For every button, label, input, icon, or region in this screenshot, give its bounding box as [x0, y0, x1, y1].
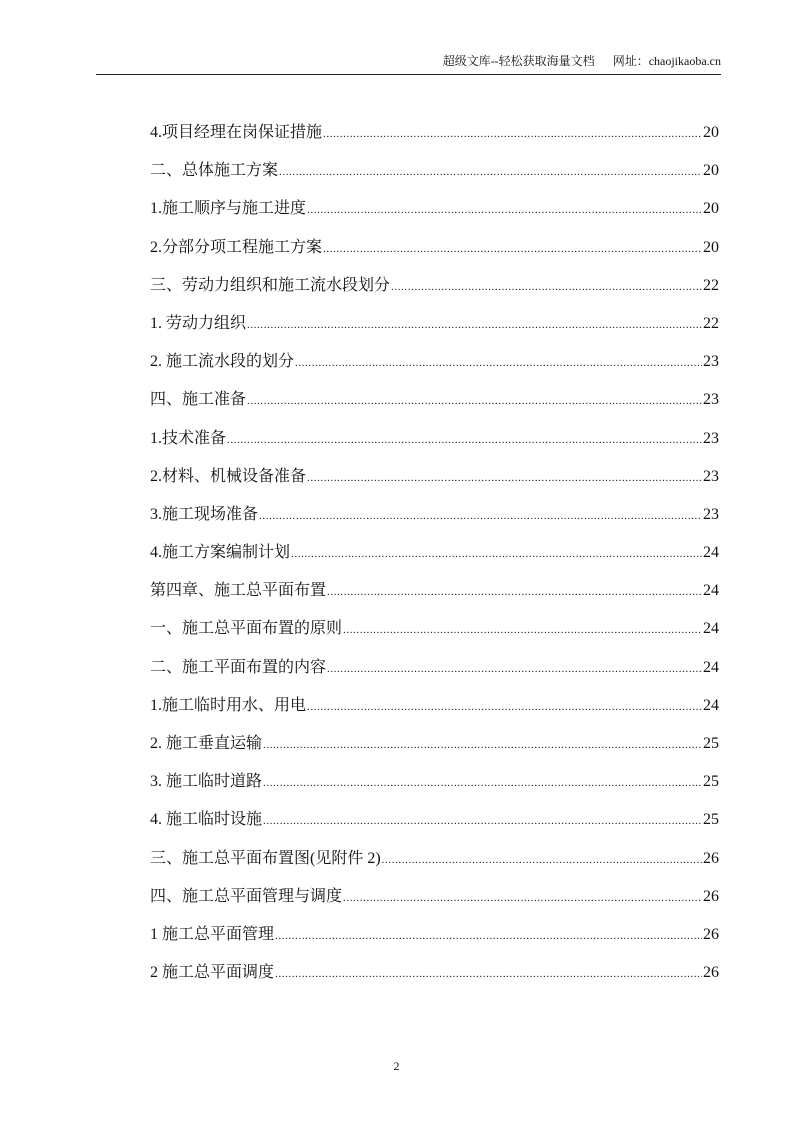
toc-entry-label: 1.技术准备: [150, 429, 227, 447]
toc-entry: [150, 118, 719, 156]
toc-leader-dots: [307, 463, 702, 493]
toc-leader-dots: [323, 234, 702, 264]
toc-entry-page: 25: [703, 811, 719, 829]
toc-entry: [150, 462, 719, 500]
toc-entry-page: 22: [703, 276, 719, 294]
toc-entry-page: 23: [703, 391, 719, 409]
toc-entry: [150, 691, 719, 729]
toc-entry-label: 2.分部分项工程施工方案: [150, 238, 323, 256]
toc-entry: [150, 309, 719, 347]
toc-entry: [150, 385, 719, 423]
toc-leader-dots: [327, 654, 702, 684]
toc-entry-label: 4.项目经理在岗保证措施: [150, 124, 323, 141]
toc-entry: [150, 156, 719, 194]
toc-entry-label: 1.施工临时用水、用电: [150, 696, 307, 714]
toc-leader-dots: [295, 348, 702, 378]
toc-leader-dots: [391, 272, 702, 302]
toc-entry: [150, 844, 719, 882]
toc-leader-dots: [275, 921, 702, 951]
toc-leader-dots: [247, 310, 702, 340]
toc-entry-label: 2. 施工流水段的划分: [150, 353, 295, 371]
toc-entry-page: 25: [703, 735, 719, 752]
toc-entry-label: 2.材料、机械设备准备: [150, 467, 307, 485]
toc-entry-label: 1. 劳动力组织: [150, 314, 247, 332]
toc-leader-dots: [247, 386, 702, 416]
toc-entry-label: 第四章、施工总平面布置: [150, 582, 327, 600]
toc-entry-label: 二、总体施工方案: [150, 162, 279, 180]
toc-leader-dots: [343, 615, 702, 645]
toc-entry-page: 23: [703, 429, 719, 447]
toc-entry-label: 2. 施工垂直运输: [150, 735, 263, 752]
page-header: [96, 52, 721, 75]
toc-entry-page: 20: [703, 162, 719, 180]
toc-entry-label: 四、施工总平面管理与调度: [150, 887, 343, 905]
toc-entry-page: 26: [703, 849, 719, 867]
toc-entry-label: 四、施工准备: [150, 391, 247, 409]
toc-entry: [150, 500, 719, 538]
toc-entry-page: 26: [703, 964, 719, 982]
toc-entry-label: 二、施工平面布置的内容: [150, 658, 327, 676]
toc-entry-label: 4. 施工临时设施: [150, 811, 263, 829]
toc-leader-dots: [275, 959, 702, 989]
toc-entry-page: 23: [703, 353, 719, 371]
toc-entry-label: 3. 施工临时道路: [150, 773, 263, 791]
toc-entry-label: 三、施工总平面布置图(见附件 2): [150, 849, 381, 867]
toc-entry: [150, 194, 719, 232]
toc-leader-dots: [307, 692, 702, 722]
toc-entry: [150, 920, 719, 958]
toc-entry-label: 三、劳动力组织和施工流水段划分: [150, 276, 391, 294]
toc-entry-page: 23: [703, 467, 719, 485]
toc-entry: [150, 576, 719, 614]
toc-entry-page: 24: [703, 582, 719, 600]
toc-entry-label: 1.施工顺序与施工进度: [150, 200, 307, 218]
toc-entry-label: 4.施工方案编制计划: [150, 544, 291, 562]
toc-entry-label: 2 施工总平面调度: [150, 964, 275, 982]
toc-entry-page: 24: [703, 696, 719, 714]
toc-entry-page: 20: [703, 124, 719, 141]
toc-entry: [150, 538, 719, 576]
toc-entry: [150, 424, 719, 462]
toc-leader-dots: [291, 539, 702, 569]
toc-entry: [150, 614, 719, 652]
toc-leader-dots: [263, 730, 702, 760]
toc-entry: [150, 271, 719, 309]
toc-entry-page: 24: [703, 658, 719, 676]
toc-entry-label: 一、施工总平面布置的原则: [150, 620, 343, 638]
page-number: 2: [393, 1059, 400, 1073]
header-site-name: 超级文库--轻松获取海量文档: [442, 54, 595, 68]
toc-entry: [150, 347, 719, 385]
toc-leader-dots: [323, 119, 702, 149]
toc-leader-dots: [327, 577, 702, 607]
toc-entry: [150, 233, 719, 271]
table-of-contents: [150, 118, 719, 996]
toc-leader-dots: [263, 768, 702, 798]
toc-leader-dots: [307, 195, 702, 225]
toc-entry-page: 23: [703, 505, 719, 523]
toc-entry-label: 1 施工总平面管理: [150, 925, 275, 943]
toc-entry-page: 22: [703, 314, 719, 332]
toc-entry-page: 24: [703, 620, 719, 638]
toc-entry-page: 24: [703, 544, 719, 562]
toc-leader-dots: [279, 157, 702, 187]
toc-entry: [150, 653, 719, 691]
toc-entry: [150, 958, 719, 996]
toc-entry-page: 20: [703, 238, 719, 256]
toc-leader-dots: [382, 845, 702, 875]
toc-entry-page: 26: [703, 887, 719, 905]
toc-entry-page: 25: [703, 773, 719, 791]
toc-leader-dots: [263, 806, 702, 836]
toc-entry-page: 20: [703, 200, 719, 218]
toc-entry: [150, 729, 719, 767]
toc-leader-dots: [259, 501, 702, 531]
toc-entry-label: 3.施工现场准备: [150, 505, 259, 523]
toc-leader-dots: [227, 425, 702, 455]
toc-entry-page: 26: [703, 925, 719, 943]
toc-entry: [150, 767, 719, 805]
toc-leader-dots: [343, 883, 702, 913]
toc-entry: [150, 882, 719, 920]
header-url: 网址：chaojikaoba.cn: [612, 54, 721, 68]
toc-entry: [150, 805, 719, 843]
